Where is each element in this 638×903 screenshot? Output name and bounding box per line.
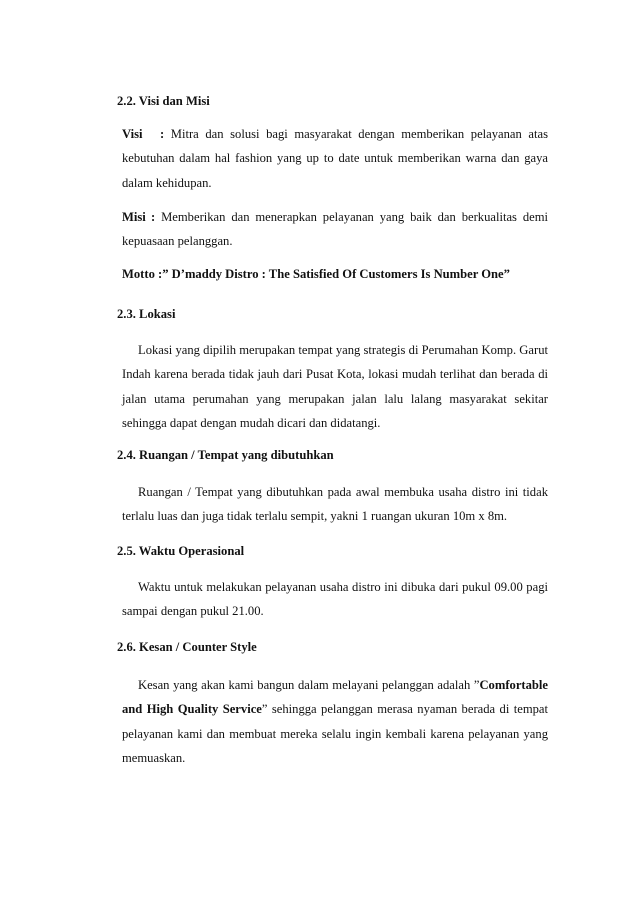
misi-separator: : bbox=[151, 210, 156, 224]
misi-text: Memberikan dan menerapkan pelayanan yang baik dan berkualitas demi kepuasaan pelanggan. bbox=[122, 210, 549, 249]
heading-lokasi: 2.3. Lokasi bbox=[117, 307, 176, 321]
lokasi-paragraph: Lokasi yang dipilih merupakan tempat yang strategis di Perumahan Komp. Garut Indah karena berada tidak jauh dari Pusat Kota, lokasi mudah terlihat dan berada di jalan utama perumahan yang merupakan jalan lalu lalang masyarakat sekitar sehingga dapat dengan mudah dicari dan didatangi. bbox=[122, 343, 548, 430]
misi-label: Misi bbox=[122, 210, 146, 224]
visi-separator: : bbox=[160, 127, 165, 141]
kesan-text-bold: Comfortable and High Quality Service bbox=[122, 678, 548, 717]
visi-text: Mitra dan solusi bagi masyarakat dengan memberikan pelayanan atas kebutuhan dalam hal fashion yang up to date untuk memberikan warna dan gaya dalam kehidupan. bbox=[122, 127, 548, 190]
visi-paragraph bbox=[122, 122, 548, 195]
misi-paragraph bbox=[122, 205, 548, 254]
heading-waktu: 2.5. Waktu Operasional bbox=[117, 544, 245, 558]
kesan-text-after: ” sehingga pelanggan merasa nyaman berada di tempat pelayanan kami dan membuat mereka selalu ingin kembali karena pelayanan yang memuaskan. bbox=[122, 702, 548, 765]
kesan-paragraph bbox=[122, 673, 548, 770]
visi-label: Visi bbox=[122, 127, 143, 141]
heading-kesan: 2.6. Kesan / Counter Style bbox=[117, 640, 257, 654]
motto: Motto :” D’maddy Distro : The Satisfied Of Customers Is Number One” bbox=[122, 267, 510, 281]
heading-visi-misi: 2.2. Visi dan Misi bbox=[117, 94, 210, 108]
waktu-paragraph: Waktu untuk melakukan pelayanan usaha distro ini dibuka dari pukul 09.00 pagi sampai dengan pukul 21.00. bbox=[122, 580, 548, 619]
heading-ruangan: 2.4. Ruangan / Tempat yang dibutuhkan bbox=[117, 448, 334, 462]
ruangan-paragraph: Ruangan / Tempat yang dibutuhkan pada awal membuka usaha distro ini tidak terlalu luas dan juga tidak terlalu sempit, yakni 1 ruangan ukuran 10m x 8m. bbox=[122, 485, 548, 524]
kesan-text-before: Kesan yang akan kami bangun dalam melayani pelanggan adalah ” bbox=[138, 678, 480, 692]
